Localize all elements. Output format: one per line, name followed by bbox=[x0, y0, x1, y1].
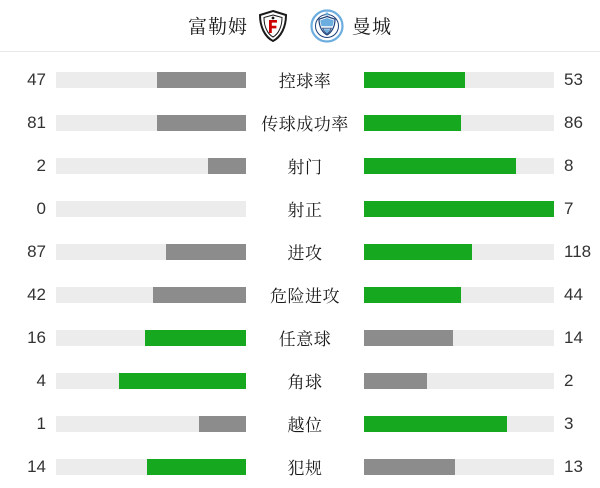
stat-label: 越位 bbox=[287, 416, 323, 435]
stat-rows bbox=[0, 52, 600, 488]
away-bar-fill bbox=[364, 287, 461, 303]
away-bar-fill bbox=[364, 373, 427, 389]
away-team bbox=[310, 9, 500, 43]
away-value: 13 bbox=[564, 456, 583, 476]
stat-label: 射正 bbox=[287, 201, 323, 220]
away-bar-fill bbox=[364, 158, 516, 174]
away-bar bbox=[364, 373, 554, 389]
away-bar bbox=[364, 244, 554, 260]
home-bar bbox=[56, 287, 246, 303]
away-bar bbox=[364, 330, 554, 346]
away-team-name: 曼城 bbox=[352, 17, 393, 38]
home-value: 14 bbox=[27, 456, 46, 476]
away-value: 3 bbox=[564, 413, 574, 433]
away-bar-fill bbox=[364, 244, 472, 260]
home-value: 81 bbox=[27, 112, 46, 132]
home-bar-fill bbox=[147, 459, 246, 475]
away-value: 86 bbox=[564, 112, 583, 132]
home-value: 87 bbox=[27, 241, 46, 261]
away-value: 8 bbox=[564, 155, 574, 175]
away-value: 14 bbox=[564, 327, 583, 347]
stat-row bbox=[0, 402, 600, 445]
home-bar-fill bbox=[157, 72, 246, 88]
home-value: 4 bbox=[36, 370, 46, 390]
away-bar bbox=[364, 158, 554, 174]
home-bar bbox=[56, 72, 246, 88]
away-bar bbox=[364, 416, 554, 432]
away-bar-fill bbox=[364, 416, 507, 432]
stat-label: 任意球 bbox=[278, 330, 332, 349]
home-bar bbox=[56, 416, 246, 432]
stat-label: 传球成功率 bbox=[261, 115, 349, 134]
stat-row bbox=[0, 58, 600, 101]
home-value: 16 bbox=[27, 327, 46, 347]
stat-label: 控球率 bbox=[278, 72, 332, 91]
away-value: 2 bbox=[564, 370, 574, 390]
stat-label: 危险进攻 bbox=[270, 287, 340, 306]
home-bar-fill bbox=[166, 244, 246, 260]
home-value: 47 bbox=[27, 69, 46, 89]
stat-label: 角球 bbox=[287, 373, 323, 392]
match-header bbox=[0, 0, 600, 52]
away-bar-fill bbox=[364, 330, 453, 346]
home-value: 1 bbox=[36, 413, 46, 433]
away-value: 53 bbox=[564, 69, 583, 89]
away-value: 7 bbox=[564, 198, 574, 218]
home-bar bbox=[56, 158, 246, 174]
away-bar-fill bbox=[364, 201, 554, 217]
home-value: 2 bbox=[36, 155, 46, 175]
stat-row bbox=[0, 359, 600, 402]
stat-row bbox=[0, 273, 600, 316]
home-bar-fill bbox=[157, 115, 246, 131]
away-value: 118 bbox=[564, 241, 592, 261]
away-bar-fill bbox=[364, 115, 461, 131]
home-bar bbox=[56, 373, 246, 389]
home-bar-fill bbox=[208, 158, 246, 174]
stat-row bbox=[0, 101, 600, 144]
away-value: 44 bbox=[564, 284, 583, 304]
home-value: 0 bbox=[36, 198, 46, 218]
away-bar bbox=[364, 72, 554, 88]
away-bar bbox=[364, 201, 554, 217]
away-bar bbox=[364, 459, 554, 475]
home-bar-fill bbox=[199, 416, 247, 432]
stat-label: 进攻 bbox=[287, 244, 323, 263]
away-bar-fill bbox=[364, 72, 465, 88]
stat-row bbox=[0, 187, 600, 230]
home-bar-fill bbox=[145, 330, 246, 346]
stat-row bbox=[0, 230, 600, 273]
stat-row bbox=[0, 316, 600, 359]
home-bar bbox=[56, 115, 246, 131]
away-bar bbox=[364, 287, 554, 303]
home-bar bbox=[56, 330, 246, 346]
stat-row bbox=[0, 144, 600, 187]
home-bar-fill bbox=[153, 287, 246, 303]
home-value: 42 bbox=[27, 284, 46, 304]
home-bar-fill bbox=[119, 373, 246, 389]
fulham-crest-icon bbox=[256, 9, 290, 43]
away-bar bbox=[364, 115, 554, 131]
stat-row bbox=[0, 445, 600, 488]
home-bar bbox=[56, 244, 246, 260]
away-bar-fill bbox=[364, 459, 455, 475]
home-bar bbox=[56, 459, 246, 475]
manchester-city-crest-icon bbox=[310, 9, 344, 43]
stat-label: 射门 bbox=[287, 158, 323, 177]
home-team bbox=[100, 9, 290, 43]
home-team-name: 富勒姆 bbox=[187, 17, 248, 38]
home-bar bbox=[56, 201, 246, 217]
stat-label: 犯规 bbox=[287, 459, 323, 478]
